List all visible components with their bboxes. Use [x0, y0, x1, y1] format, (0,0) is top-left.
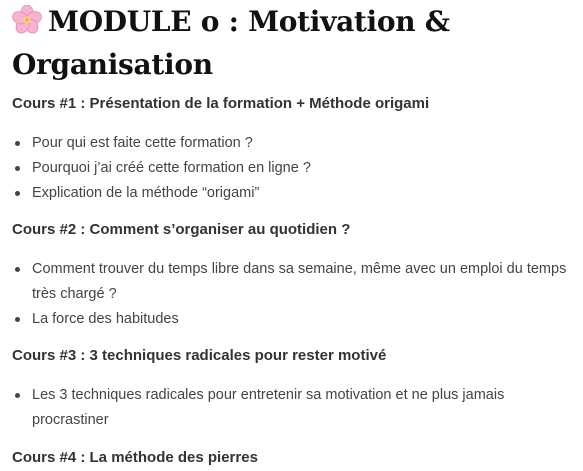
- list-item: [12, 383, 578, 433]
- list-item: [12, 257, 578, 307]
- bullet-icon: [15, 317, 20, 322]
- list-item-text: La force des habitudes: [32, 311, 179, 327]
- course-1-list: [12, 131, 311, 206]
- bullet-icon: [15, 267, 20, 272]
- bullet-icon: [15, 166, 20, 171]
- module-title: [12, 0, 578, 86]
- list-item: [12, 181, 311, 206]
- course-2-list: [12, 257, 578, 332]
- list-item-text: Pourquoi j’ai créé cette formation en ligne ?: [32, 160, 311, 176]
- list-item-text: Les 3 techniques radicales pour entretenir sa motivation et ne plus jamais procrastiner: [32, 387, 505, 428]
- course-2-heading: Cours #2 : Comment s’organiser au quotidien ?: [12, 221, 351, 238]
- cherry-blossom-icon: [12, 4, 42, 34]
- list-item-text: Pour qui est faite cette formation ?: [32, 135, 253, 151]
- module-content: [12, 0, 578, 466]
- course-1-heading: Cours #1 : Présentation de la formation + Méthode origami: [12, 95, 430, 112]
- list-item: [12, 131, 311, 156]
- module-title-text: MODULE o : Motivation & Organisation: [12, 5, 450, 81]
- course-3-heading: Cours #3 : 3 techniques radicales pour rester motivé: [12, 347, 387, 364]
- course-3-list: [12, 383, 578, 433]
- course-4-heading: Cours #4 : La méthode des pierres: [12, 449, 258, 466]
- list-item-text: Comment trouver du temps libre dans sa semaine, même avec un emploi du temps très chargé ?: [32, 261, 567, 302]
- list-item-text: Explication de la méthode “origami”: [32, 185, 260, 201]
- list-item: [12, 307, 578, 332]
- bullet-icon: [15, 393, 20, 398]
- bullet-icon: [15, 141, 20, 146]
- bullet-icon: [15, 191, 20, 196]
- list-item: [12, 156, 311, 181]
